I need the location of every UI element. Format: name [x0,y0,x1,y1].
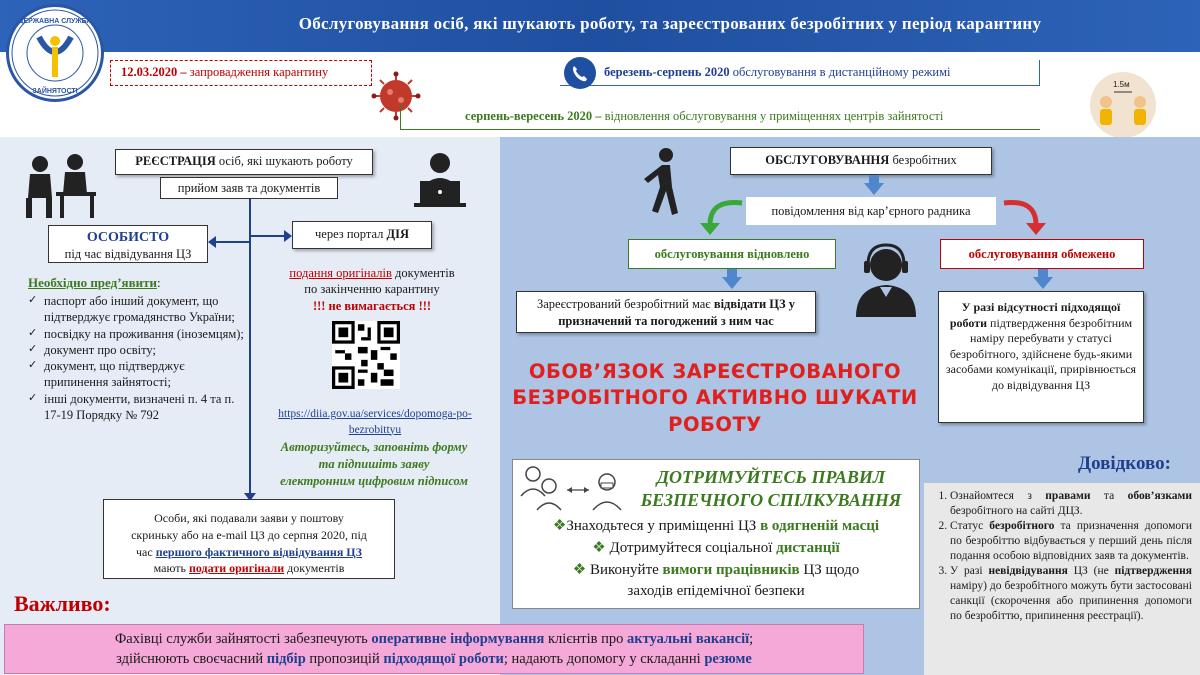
safety-title [623,466,919,511]
registration-panel [0,137,500,622]
important-p1: Фахівці служби зайнятості забезпечують [114,631,372,647]
important-b5: резюме [704,651,752,668]
restore-period: серпень-вересень 2020 – [465,109,602,123]
portal-prefix: через портал [314,227,387,241]
registration-subtitle-box [160,177,338,199]
quarantine-date: 12.03.2020 – [121,65,187,79]
connector-arrow-right [284,230,292,242]
registration-title-bold: РЕЄСТРАЦІЯ [135,154,216,168]
reference-item-1: 1. Ознайомтеся з правами та обов’язками безробітного на сайті ДЦЗ. [950,489,1192,519]
important-b2: актуальні вакансії [627,631,750,647]
mail-note-line4-pre: мають [153,561,189,576]
connector-vertical [249,199,251,499]
logo-emblem-icon [9,7,101,99]
mail-note-box [103,499,395,579]
reference-item-2: 2. Статус безробітного та призначення допомоги по безробіттю відбувається у перший день після подання особою відповідних заяв та документів. [950,519,1192,564]
important-box [4,624,864,674]
important-p6: ; надають допомогу у складанні [503,651,705,668]
originals-rest2: по закінченню карантину [304,282,440,297]
list-item: ✓ документ про освіту; [28,342,246,358]
safety-rule3-pre: Виконуйте [589,561,663,578]
restored-detail-bold: відвідати ЦЗ у призначений та погоджений з ним час [558,297,795,328]
arrow-down-1 [864,183,884,195]
restored-detail-box [516,291,816,333]
registration-subtitle: прийом заяв та документів [177,181,321,195]
list-item: ✓ паспорт або інший документ, що підтверджує громадянство України; [28,293,246,326]
employment-service-logo [6,4,104,102]
consultation-meeting-icon [20,152,100,222]
safety-rule1-pre: Знаходьтеся у приміщенні ЦЗ [566,518,761,534]
page-title: Обслуговування осіб, які шукають роботу, та зареєстрованих безробітних у період карантину [298,14,1042,33]
limited-box [940,239,1144,269]
arrow-stem-3 [1038,269,1048,277]
restore-text: відновлення обслуговування у приміщеннях центрів зайнятості [601,109,944,123]
phone-support-icon [563,56,597,90]
connector-dashed [249,457,251,495]
service-title-bold: ОБСЛУГОВУВАННЯ [765,153,890,167]
limited-text: обслуговування обмежено [968,247,1116,261]
obligation-line2: БЕЗРОБІТНОГО АКТИВНО ШУКАТИ [512,386,918,410]
in-person-box [48,225,208,263]
laptop-user-icon [410,151,470,209]
obligation-line3: РОБОТУ [668,412,762,436]
reference-item-3: 3. У разі невідвідування ЦЗ (не підтвердження наміру) до безробітного можуть бути застосовані санкції (скорочення або припинення допомоги по безробіттю, припинення реєстрації). [950,564,1192,624]
auth-line1: Авторизуйтесь, заповніть форму [280,440,468,454]
green-curved-arrow-icon [696,193,746,237]
service-title-rest: безробітних [889,153,957,167]
limited-detail-bold: У разі відсутності підходящої роботи [949,300,1121,330]
remote-text: обслуговування в дистанційному режимі [729,65,951,79]
obligation-text [500,359,930,438]
originals-note [262,265,482,314]
connector-arrow-left [208,236,216,248]
diia-url[interactable] [262,407,488,438]
restored-detail-pre: Зареєстрований безробітний має [537,297,714,311]
service-title-box [730,147,992,175]
auth-instructions [258,439,490,490]
safety-box [512,459,920,609]
arrow-stem-2 [727,269,737,277]
logo-top-text: ДЕРЖАВНА СЛУЖБА [18,18,92,25]
safety-title2: БЕЗПЕЧНОГО СПІЛКУВАННЯ [640,489,902,510]
safety-rule2-pre: Дотримуйтеся соціальної [609,539,777,556]
originals-rest1: документів [391,266,455,280]
originals-link: подання оригіналів [289,266,392,280]
diia-url-line2[interactable]: bezrobittyu [348,423,402,436]
restore-period-box [400,104,1040,130]
mail-note-line4-red: подати оригінали [188,561,285,576]
important-b3: підбір [266,651,306,668]
limited-detail-rest: підтвердження безробітним наміру перебувати у статусі безробітного, здійснене будь-якими засобами комунікації, прирівнюється до відвідування ЦЗ [945,315,1137,392]
mail-note-line3-pre: час [136,544,156,559]
required-docs-colon: : [156,275,161,290]
important-b4: підходящої роботи [383,651,504,668]
registration-title-rest: осіб, які шукають роботу [215,154,353,168]
restored-text: обслуговування відновлено [654,247,810,261]
mail-note-line3-bold: першого фактичного відвідування ЦЗ [155,544,362,559]
social-distance-icon [1090,72,1156,138]
distance-label: 1.5м [1113,80,1130,89]
masked-people-distance-icon [519,464,629,512]
reference-list [932,489,1192,623]
auth-line3: електронним цифровим підписом [280,473,468,488]
portal-name: ДІЯ [386,227,409,241]
safety-rule1-bold: в одягненій масці [760,518,880,534]
reference-title: Довідково: [1078,453,1171,474]
diia-portal-box [292,221,432,249]
required-docs-heading: Необхідно пред’явити [28,275,157,290]
important-p3: ; [749,631,754,647]
remote-period: березень-серпень 2020 [604,65,730,79]
safety-rule3-post: ЦЗ щодо [799,561,860,578]
arrow-down-3 [1033,277,1053,289]
important-p5: пропозицій [305,651,384,668]
notice-text: повідомлення від кар’єрного радника [771,204,971,218]
timeline-band [0,52,1200,137]
mail-note-line1: Особи, які подавали заяви у поштову [154,511,344,525]
quarantine-box [110,60,372,86]
auth-line2: та підпишіть заяву [318,456,430,471]
notice-box [746,197,996,225]
mail-note-line2: скриньку або на e-mail ЦЗ до серпня 2020, під [131,527,367,542]
registration-title-box [115,149,373,175]
required-docs-title [28,275,161,291]
list-item: ✓ інші документи, визначені п. 4 та п. 17-19 Порядку № 792 [28,391,246,424]
important-p4: здійснюють своєчасний [116,651,267,668]
important-p2: клієнтів про [544,631,628,647]
required-docs-list [28,293,246,423]
connector-right [251,235,287,237]
restored-box [628,239,836,269]
remote-period-box [560,60,1040,86]
mail-note-line4-post: документів [284,561,345,576]
safety-title1: ДОТРИМУЙТЕСЬ ПРАВИЛ [656,467,886,487]
safety-rule2-bold: дистанції [776,539,840,556]
not-required-text: !!! не вимагається !!! [312,298,432,313]
call-center-operator-icon [846,237,926,317]
limited-detail-box [938,291,1144,423]
arrow-down-2 [722,277,742,289]
safety-rules: ❖Знаходьтеся у приміщенні ЦЗ в одягненій масці ❖ Дотримуйтеся соціальної дистанції ❖ Виконуйте вимоги працівників ЦЗ щодо заходів епідемічної безпеки [513,516,919,603]
important-title: Важливо: [14,591,111,616]
list-item: ✓ посвідку на проживання (іноземцям); [28,326,246,342]
walking-person-icon [638,147,688,217]
diia-url-line1[interactable]: https://diia.gov.ua/services/dopomoga-po- [278,408,472,420]
qr-code-icon[interactable] [332,321,400,389]
reference-box [924,483,1200,675]
in-person-subtitle: під час відвідування ЦЗ [64,246,192,261]
list-item: ✓ документ, що підтверджує припинення зайнятості; [28,358,246,391]
important-b1: оперативне інформування [371,631,545,647]
connector-left [215,241,249,243]
safety-rule3-line2: заходів епідемічної безпеки [627,583,805,600]
header-bar [0,0,1200,52]
safety-rule3-bold: вимоги працівників [662,561,800,578]
obligation-line1: ОБОВ’ЯЗОК ЗАРЕЄСТРОВАНОГО [528,360,902,383]
red-curved-arrow-icon [1000,193,1050,237]
in-person-title: ОСОБИСТО [86,230,170,245]
logo-bottom-text: ЗАЙНЯТОСТІ [32,88,78,95]
quarantine-text: запровадження карантину [186,65,329,79]
service-panel [500,137,1200,675]
